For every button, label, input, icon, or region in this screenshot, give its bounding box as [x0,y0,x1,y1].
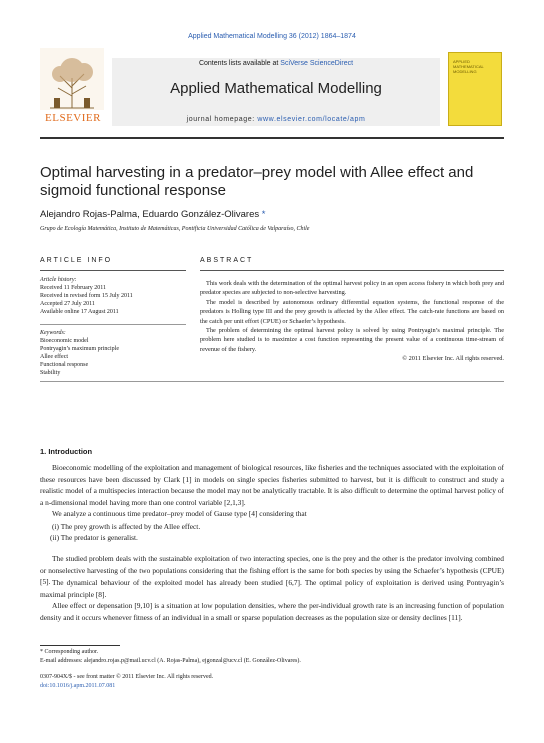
section-heading: 1. Introduction [40,447,93,456]
intro-paragraph: Allee effect or depensation [9,10] is a situation at low population densities, where the per-individual growth rate is an increasing function of population density and it occurs whenever fitness of an individual in a small or sparse population decreases as the population size or density declines [11]. [40,601,504,622]
abstract-text [200,279,504,364]
email-addresses[interactable]: E-mail addresses: alejandro.rojas.p@mail.ucv.cl (A. Rojas-Palma), ejgonzal@ucv.cl (E. González-Olivares). [40,658,301,664]
article-info-heading: ARTICLE INFO [40,257,113,264]
corresponding-note: * Corresponding author. [40,649,99,655]
article-history [40,276,186,316]
abstract-paragraph: This work deals with the determination of the optimal harvest policy in an open access fishery in which both prey and predator species are subjected to non-selective harvesting. [200,280,504,297]
doi-link[interactable]: doi:10.1016/j.apm.2011.07.081 [40,683,116,689]
abstract-paragraph: The problem of determining the optimal harvest policy is solved by using Pontryagin’s maximal principle. The problem here studied is to maximize a cost function representing the present value of a continuous time-stream of revenue of the fishery. [200,327,504,353]
keyword-item: Functional response [40,362,89,368]
header-rule [40,137,504,139]
keywords [40,329,186,377]
contents-line: Contents lists available at SciVerse ScienceDirect [198,60,354,67]
intro-paragraph: We analyze a continuous time predator–prey model of Gause type [4] considering that [52,509,307,518]
abstract-paragraph: The model is described by autonomous ordinary differential equation systems, the functional response of the predators is Holling type III and the prey growth is affected by the Allee effect. The catch-rate functions are based on the catch per unit effort (CPUE) or Schaefer’s hypothesis. [200,298,504,325]
list-item: (i) The prey growth is affected by the Allee effect. [52,522,201,531]
elsevier-wordmark: ELSEVIER [45,112,101,124]
article-info-rule [40,270,186,271]
history-label: Article history: [40,277,77,283]
history-item: Received in revised form 15 July 2011 [40,293,133,299]
abstract-copyright: © 2011 Elsevier Inc. All rights reserved. [402,355,504,363]
article-title: Optimal harvesting in a predator–prey model with Allee effect and sigmoid functional response [40,164,474,199]
keyword-item: Bioeconomic model [40,338,89,344]
abstract-rule [200,270,504,271]
journal-homepage: journal homepage: www.elsevier.com/locate/apm [186,116,366,123]
history-item: Available online 17 August 2011 [40,309,119,315]
list-item: (ii) The predator is generalist. [50,533,138,542]
footnote-rule [40,645,120,646]
journal-cover [448,52,502,126]
abstract-bottom-rule [40,381,504,382]
history-item: Received 11 February 2011 [40,285,107,291]
abstract-heading: ABSTRACT [200,257,254,264]
running-head[interactable]: Applied Mathematical Modelling 36 (2012) 1864–1874 [188,33,356,40]
intro-paragraph: The dynamical behaviour of the exploited model has already been studied [6,7]. The optimal policy of exploitation is derived using Pontryagin’s maximal principle [8]. [40,578,504,599]
intro-paragraph: The studied problem deals with the sustainable exploitation of two interacting species, one is the prey and the other is the predator involving combined or nonselective harvesting of the two populations considering that the fishing effort is the same for both species by using the Schaefer’s hypothesis (CPUE) [5]. [40,554,504,587]
journal-title: Applied Mathematical Modelling [170,80,382,97]
keyword-item: Stability [40,370,61,376]
corresponding-author-mark[interactable]: * [261,209,266,220]
history-item: Accepted 27 July 2011 [40,301,95,307]
keyword-item: Allee effect [40,354,69,360]
journal-cover-text: APPLIED MATHEMATICAL MODELLING [453,59,484,74]
keywords-rule [40,324,186,325]
issn-line: 0307-904X/$ - see front matter © 2011 Elsevier Inc. All rights reserved. [40,674,214,680]
intro-paragraph: Bioeconomic modelling of the exploitation and management of biological resources, like fisheries and the techniques associated with the exploitation of these resources have been discussed by Clark [1] in models on single species fisheries submitted to harvest, but it is difficult to construct and study a realistic model of a multispecies interaction because the model may not be analytically tractable. It is also difficult to determine the optimal harvest policy of a n-dimensional model having more than one control variable [2,1,3]. [40,463,504,507]
keywords-label: Keywords: [40,330,66,336]
authors: Alejandro Rojas-Palma, Eduardo González-Olivares * [40,209,266,220]
journal-homepage-link[interactable]: www.elsevier.com/locate/apm [257,116,366,123]
sciencedirect-link[interactable]: SciVerse ScienceDirect [280,60,354,67]
affiliation: Grupo de Ecología Matemática, Instituto de Matemáticas, Pontificia Universidad Católica de Valparaíso, Chile [40,226,310,232]
keyword-item: Pontryagin’s maximum principle [40,346,119,352]
